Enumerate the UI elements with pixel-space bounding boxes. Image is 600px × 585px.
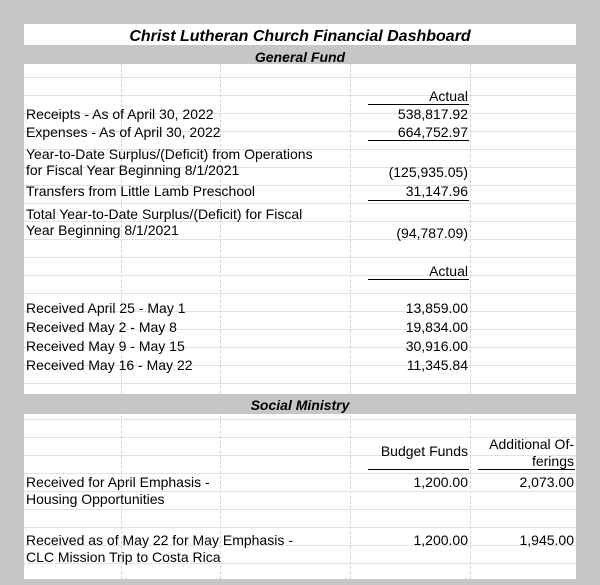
section-title-general-fund: General Fund bbox=[254, 49, 346, 65]
receipts-value: 538,817.92 bbox=[397, 106, 468, 122]
ytd-ops-label-line1: Year-to-Date Surplus/(Deficit) from Operations bbox=[26, 146, 313, 162]
receipts-label: Receipts - As of April 30, 2022 bbox=[26, 106, 214, 122]
total-label-line1: Total Year-to-Date Surplus/(Deficit) for Fiscal bbox=[26, 206, 303, 222]
weekly-row-label: Received May 9 - May 15 bbox=[26, 338, 185, 354]
expenses-label: Expenses - As of April 30, 2022 bbox=[26, 124, 221, 140]
ytd-ops-label-line2: for Fiscal Year Beginning 8/1/2021 bbox=[26, 162, 240, 178]
grid-line bbox=[220, 24, 221, 579]
may-emphasis-line1: Received as of May 22 for May Emphasis - bbox=[26, 532, 293, 548]
weekly-row-value: 13,859.00 bbox=[405, 300, 468, 316]
weekly-actual-header: Actual bbox=[429, 263, 468, 279]
section-title-social-ministry: Social Ministry bbox=[250, 397, 350, 413]
april-emphasis-line2: Housing Opportunities bbox=[26, 491, 165, 507]
additional-offerings-header-line1: Additional Of- bbox=[489, 436, 574, 452]
transfers-value: 31,147.96 bbox=[405, 183, 468, 199]
weekly-row-label: Received May 16 - May 22 bbox=[26, 357, 193, 373]
ytd-ops-value: (125,935.05) bbox=[388, 164, 468, 180]
may-budget-value: 1,200.00 bbox=[413, 532, 468, 548]
additional-header-underline bbox=[478, 469, 575, 470]
header-underline bbox=[368, 104, 469, 105]
may-additional-value: 1,945.00 bbox=[519, 532, 574, 548]
weekly-row-value: 11,345.84 bbox=[406, 357, 468, 373]
transfers-underline bbox=[368, 200, 469, 201]
budget-header-underline bbox=[368, 469, 469, 470]
weekly-header-underline bbox=[368, 279, 469, 280]
transfers-label: Transfers from Little Lamb Preschool bbox=[26, 183, 256, 199]
weekly-row-label: Received April 25 - May 1 bbox=[26, 300, 186, 316]
weekly-row-label: Received May 2 - May 8 bbox=[26, 319, 177, 335]
additional-offerings-header-line2: ferings bbox=[531, 453, 574, 469]
expenses-underline bbox=[368, 140, 469, 141]
grid-line bbox=[470, 24, 471, 579]
total-label-line2: Year Beginning 8/1/2021 bbox=[26, 222, 179, 238]
total-value: (94,787.09) bbox=[396, 225, 468, 241]
actual-header: Actual bbox=[429, 88, 468, 104]
weekly-row-value: 30,916.00 bbox=[405, 338, 468, 354]
may-emphasis-line2: CLC Mission Trip to Costa Rica bbox=[26, 549, 221, 565]
budget-funds-header: Budget Funds bbox=[380, 443, 468, 459]
expenses-value: 664,752.97 bbox=[397, 124, 468, 140]
april-emphasis-line1: Received for April Emphasis - bbox=[26, 474, 210, 490]
page-title: Christ Lutheran Church Financial Dashboard bbox=[129, 28, 471, 45]
weekly-row-value: 19,834.00 bbox=[405, 319, 468, 335]
april-additional-value: 2,073.00 bbox=[519, 474, 574, 490]
april-budget-value: 1,200.00 bbox=[413, 474, 468, 490]
grid-line bbox=[350, 24, 351, 579]
